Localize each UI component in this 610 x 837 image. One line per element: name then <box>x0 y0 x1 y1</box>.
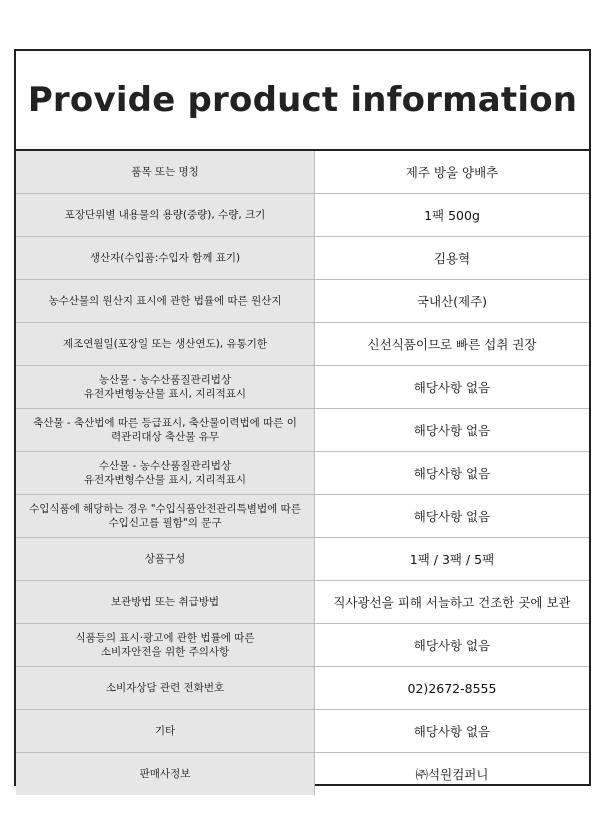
table-row <box>16 624 589 667</box>
row-value: 직사광선을 피해 서늘하고 건조한 곳에 보관 <box>315 581 590 624</box>
row-label: 농수산물의 원산지 표시에 관한 법률에 따른 원산지 <box>16 280 315 323</box>
row-label-line: 력관리대상 축산물 유무 <box>110 431 220 443</box>
row-label <box>16 495 315 538</box>
product-info-table <box>16 151 589 795</box>
row-value: 김용혁 <box>315 237 590 280</box>
row-label: 소비자상담 관련 전화번호 <box>16 667 315 710</box>
row-label <box>16 409 315 452</box>
row-label-line: 수입신고를 필함"의 문구 <box>108 517 222 529</box>
row-label <box>16 624 315 667</box>
row-label: 판매사정보 <box>16 753 315 796</box>
row-label-line: 수산물 - 농수산품질관리법상 <box>98 460 232 472</box>
row-label-line: 수입식품에 해당하는 경우 "수입식품안전관리특별법에 따른 <box>29 503 301 515</box>
row-label: 포장단위별 내용물의 용량(중량), 수량, 크기 <box>16 194 315 237</box>
row-value: 해당사항 없음 <box>315 495 590 538</box>
table-row <box>16 323 589 366</box>
row-value: 국내산(제주) <box>315 280 590 323</box>
row-value: 1팩 500g <box>315 194 590 237</box>
row-value: 신선식품이므로 빠른 섭취 권장 <box>315 323 590 366</box>
table-row <box>16 538 589 581</box>
row-label: 품목 또는 명칭 <box>16 151 315 194</box>
row-value: 해당사항 없음 <box>315 452 590 495</box>
table-row <box>16 753 589 796</box>
row-label: 기타 <box>16 710 315 753</box>
table-row <box>16 710 589 753</box>
product-info-frame <box>14 49 591 786</box>
row-label-line: 식품등의 표시·광고에 관한 법률에 따른 <box>75 632 255 644</box>
row-label: 보관방법 또는 취급방법 <box>16 581 315 624</box>
row-value: 해당사항 없음 <box>315 624 590 667</box>
row-value: 해당사항 없음 <box>315 409 590 452</box>
row-label-line: 유전자변형농산물 표시, 지리적표시 <box>83 388 247 400</box>
table-row <box>16 151 589 194</box>
row-value: ㈜석원컴퍼니 <box>315 753 590 796</box>
row-value: 해당사항 없음 <box>315 366 590 409</box>
row-label: 제조연월일(포장일 또는 생산연도), 유통기한 <box>16 323 315 366</box>
row-value: 제주 방울 양배추 <box>315 151 590 194</box>
row-value: 해당사항 없음 <box>315 710 590 753</box>
table-row <box>16 667 589 710</box>
table-row <box>16 280 589 323</box>
page-title: Provide product information <box>27 80 578 120</box>
table-row <box>16 452 589 495</box>
row-label: 상품구성 <box>16 538 315 581</box>
row-label-line: 유전자변형수산물 표시, 지리적표시 <box>83 474 247 486</box>
row-label: 생산자(수입품:수입자 함께 표기) <box>16 237 315 280</box>
title-box <box>16 51 589 151</box>
table-row <box>16 366 589 409</box>
row-label-line: 소비자안전을 위한 주의사항 <box>100 646 230 658</box>
row-label-line: 농산물 - 농수산품질관리법상 <box>98 374 232 386</box>
row-label <box>16 366 315 409</box>
table-row <box>16 581 589 624</box>
row-value: 1팩 / 3팩 / 5팩 <box>315 538 590 581</box>
row-label-line: 축산물 - 축산법에 따른 등급표시, 축산물이력법에 따른 이 <box>33 417 297 429</box>
table-row <box>16 409 589 452</box>
table-row <box>16 237 589 280</box>
table-row <box>16 194 589 237</box>
row-value: 02)2672-8555 <box>315 667 590 710</box>
row-label <box>16 452 315 495</box>
table-row <box>16 495 589 538</box>
